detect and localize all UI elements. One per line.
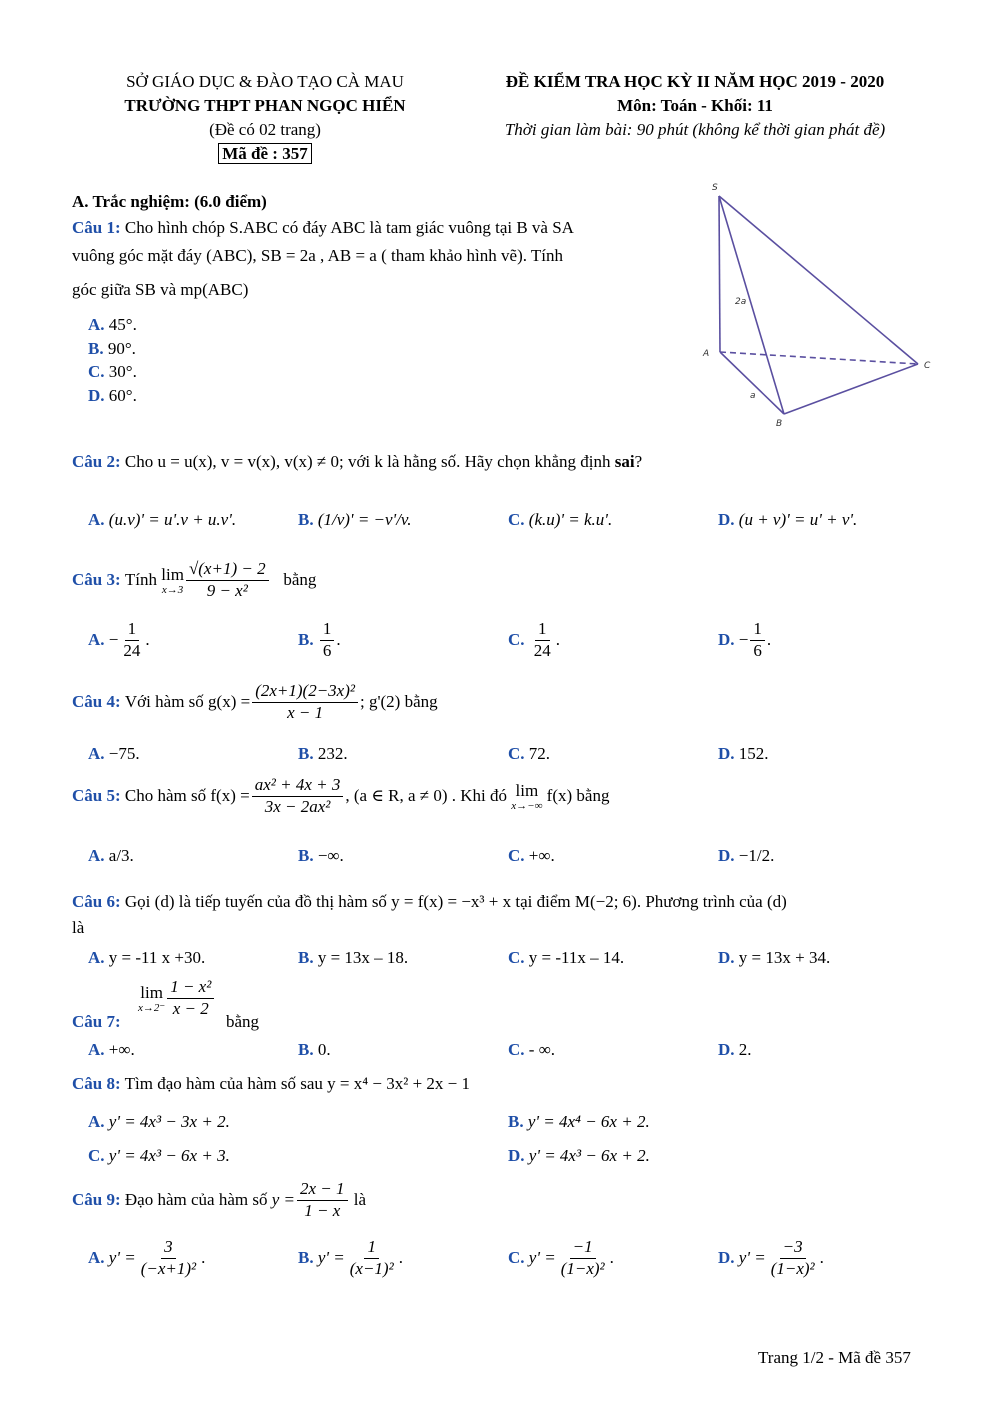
exam-title: ĐỀ KIỂM TRA HỌC KỲ II NĂM HỌC 2019 - 2020	[505, 72, 885, 91]
q4-option-b[interactable]: B. 232.	[298, 744, 348, 763]
page-count-note: (Đề có 02 trang)	[209, 120, 321, 139]
school-name: TRƯỜNG THPT PHAN NGỌC HIỂN	[124, 96, 406, 115]
q3-option-b[interactable]: B. $\frac{1}{6}$ .	[298, 619, 341, 660]
subject-line: Môn: Toán - Khối: 11	[617, 96, 773, 115]
q4-option-d[interactable]: D. 152.	[718, 744, 769, 763]
q7-limit: lim x→2⁻ $\frac{\text{1 − x²}}{x - 2}$	[138, 978, 216, 1018]
q3-option-c[interactable]: C. $\frac{1}{24}$ .	[508, 619, 561, 660]
q6-option-a[interactable]: A. y = -11 x +30.	[88, 948, 206, 967]
q8-option-c[interactable]: C. y' = 4x³ − 6x + 3.	[88, 1146, 230, 1165]
q7-option-c[interactable]: C. - ∞.	[508, 1040, 556, 1059]
q6-option-b[interactable]: B. y = 13x – 18.	[298, 948, 409, 967]
q1-line3: góc giữa SB và mp(ABC)	[72, 280, 249, 299]
q1-label: Câu 1:	[72, 218, 121, 237]
q8-stem: Câu 8: Tìm đạo hàm của hàm số sau y = x⁴ − 3x² + 2x − 1	[72, 1074, 471, 1093]
q8-option-b[interactable]: B. y' = 4x⁴ − 6x + 2.	[508, 1112, 650, 1131]
q5-option-a[interactable]: A. a/3.	[88, 846, 134, 865]
q6-option-d[interactable]: D. y = 13x + 34.	[718, 948, 831, 967]
label-c: C	[924, 361, 931, 371]
q9-option-c[interactable]: C. y' = $\frac{-1}{\text{(1−x)²}}$ .	[508, 1237, 614, 1278]
label-2a: 2a	[735, 297, 747, 307]
q1-option-a[interactable]: A. 45°.	[88, 315, 137, 334]
label-a: A	[703, 349, 710, 359]
time-line: Thời gian làm bài: 90 phút (không kể thời gian phát đề)	[504, 120, 886, 139]
q6-stem-line2: là	[72, 918, 85, 937]
q9-option-b[interactable]: B. y' = $\frac{1}{\text{(x−1)²}}$ .	[298, 1237, 403, 1278]
q1-option-c[interactable]: C. 30°.	[88, 362, 137, 381]
q7-option-a[interactable]: A. +∞.	[88, 1040, 135, 1059]
q5-stem: Câu 5: Cho hàm số f(x) = $\frac{\text{ax² + 4x + 3}}{\text{3x − 2ax²}}$ , (a ∈ R, a ≠ 0) . Khi đó lim x→−∞ f(x) bằng	[72, 775, 610, 816]
q1-option-b[interactable]: B. 90°.	[88, 339, 136, 358]
q6-option-c[interactable]: C. y = -11x – 14.	[508, 948, 625, 967]
edge-sb	[719, 196, 784, 414]
q7-option-b[interactable]: B. 0.	[298, 1040, 331, 1059]
q8-option-d[interactable]: D. y' = 4x³ − 6x + 2.	[508, 1146, 650, 1165]
edge-sa	[719, 196, 720, 352]
dept-name: SỞ GIÁO DỤC & ĐÀO TẠO CÀ MAU	[126, 72, 404, 91]
label-a-len: a	[750, 391, 756, 401]
q6-stem: Câu 6: Gọi (d) là tiếp tuyến của đồ thị hàm số y = f(x) = −x³ + x tại điểm M(−2; 6). Phương trình của (d)	[72, 892, 787, 911]
q2-stem: Câu 2: Cho u = u(x), v = v(x), v(x) ≠ 0; với k là hằng số. Hãy chọn khẳng định sai?	[72, 452, 643, 471]
q4-stem: Câu 4: Với hàm số g(x) = $\frac{\text{(2x+1)(2−3x)²}}{x - 1}$ ; g'(2) bằng	[72, 681, 438, 722]
q1-line2: vuông góc mặt đáy (ABC), SB = 2a , AB = a ( tham khảo hình vẽ). Tính	[72, 246, 564, 265]
q9-stem: Câu 9: Đạo hàm của hàm số y = $\frac{2x - 1}{1 - x}$ là	[72, 1179, 367, 1220]
q7-tail: bằng	[226, 1012, 260, 1031]
edge-ac	[720, 352, 918, 364]
edge-bc	[784, 364, 918, 414]
q2-option-d[interactable]: D. (u + v)' = u' + v'.	[718, 510, 858, 529]
q1-line1	[72, 218, 574, 238]
q9-option-a[interactable]: A. y' = $\frac{3}{\text{(−x+1)²}}$ .	[88, 1237, 206, 1278]
q5-option-b[interactable]: B. −∞.	[298, 846, 344, 865]
label-s: S	[712, 183, 718, 193]
q9-option-d[interactable]: D. y' = $\frac{-3}{\text{(1−x)²}}$ .	[718, 1237, 824, 1278]
page-footer: Trang 1/2 - Mã đề 357	[758, 1348, 911, 1367]
q7-stem: Câu 7:	[72, 1012, 121, 1031]
q2-option-b[interactable]: B. (1/v)' = −v'/v.	[298, 510, 412, 529]
q7-option-d[interactable]: D. 2.	[718, 1040, 752, 1059]
q4-option-a[interactable]: A. −75.	[88, 744, 140, 763]
q5-option-d[interactable]: D. −1/2.	[718, 846, 775, 865]
q3-stem: Câu 3: Tính lim x→3 $\frac{√(x+1) - 2}{\text{9 − x²}}$ bằng	[72, 559, 317, 600]
q1-option-d[interactable]: D. 60°.	[88, 386, 137, 405]
q3-option-d[interactable]: D. − $\frac{1}{6}$ .	[718, 619, 772, 660]
q4-option-c[interactable]: C. 72.	[508, 744, 551, 763]
section-title: A. Trắc nghiệm: (6.0 điểm)	[72, 192, 267, 211]
q3-option-a[interactable]: A. − $\frac{1}{24}$ .	[88, 619, 150, 660]
q2-option-a[interactable]: A. (u.v)' = u'.v + u.v'.	[88, 510, 237, 529]
q5-option-c[interactable]: C. +∞.	[508, 846, 555, 865]
q1-text1: Cho hình chóp S.ABC có đáy ABC là tam giác vuông tại B và SA	[124, 218, 574, 237]
pyramid-figure	[690, 180, 940, 435]
q8-option-a[interactable]: A. y' = 4x³ − 3x + 2.	[88, 1112, 230, 1131]
edge-sc	[719, 196, 918, 364]
q2-option-c[interactable]: C. (k.u)' = k.u'.	[508, 510, 613, 529]
label-b: B	[776, 419, 783, 429]
exam-code-box: Mã đề : 357	[218, 143, 311, 164]
